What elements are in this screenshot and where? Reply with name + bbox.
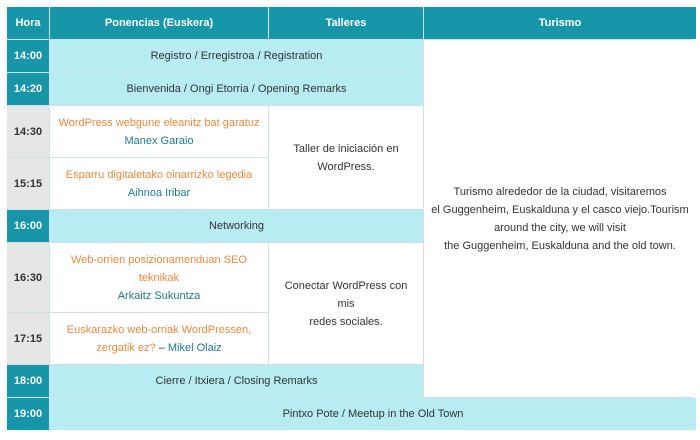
talk-digital-legislation bbox=[50, 158, 268, 209]
header-ponencias: Ponencias (Euskera) bbox=[50, 7, 268, 39]
time-1900: 19:00 bbox=[7, 398, 49, 430]
talk-basque-websites bbox=[50, 313, 268, 364]
time-1800: 18:00 bbox=[7, 365, 49, 397]
talk-seo-techniques bbox=[50, 243, 268, 312]
time-1420: 14:20 bbox=[7, 73, 49, 105]
tourism-line: around the city, we will visit bbox=[494, 221, 626, 234]
opening-remarks-row: Bienvenida / Ongi Etorria / Opening Remarks bbox=[50, 73, 423, 105]
header-turismo: Turismo bbox=[424, 7, 696, 39]
talk-speaker[interactable]: Mikel Olaiz bbox=[167, 341, 222, 354]
registration-row: Registro / Erregistroa / Registration bbox=[50, 40, 423, 72]
time-1600: 16:00 bbox=[7, 210, 49, 242]
closing-remarks-row: Cierre / Itxiera / Closing Remarks bbox=[50, 365, 423, 397]
talk-speaker[interactable]: Arkaitz Sukuntza bbox=[117, 289, 201, 302]
time-1400: 14:00 bbox=[7, 40, 49, 72]
header-hora: Hora bbox=[7, 7, 49, 39]
workshop-line: redes sociales. bbox=[309, 315, 383, 328]
talk-multilingual-website bbox=[50, 106, 268, 157]
tourism-line: Turismo alrededor de la ciudad, visitaremos bbox=[453, 185, 667, 198]
schedule-table bbox=[7, 7, 693, 430]
talk-title[interactable]: zergatik ez? bbox=[96, 341, 156, 354]
time-1430: 14:30 bbox=[7, 106, 49, 157]
tourism-line: the Guggenheim, Euskalduna and the old town. bbox=[444, 239, 676, 252]
networking-row: Networking bbox=[50, 210, 423, 242]
talk-title[interactable]: Esparru digitaletako oinarrizko legedia bbox=[65, 168, 253, 181]
speaker-separator: – bbox=[155, 341, 168, 354]
talk-title[interactable]: Web-orrien posizionamenduan SEO bbox=[71, 253, 247, 266]
header-talleres: Talleres bbox=[269, 7, 423, 39]
talk-speaker[interactable]: Aihnoa Iribar bbox=[127, 186, 191, 199]
workshop-line: WordPress. bbox=[317, 160, 375, 173]
tourism-line: el Guggenheim, Euskalduna y el casco viejo.Tourism bbox=[431, 203, 689, 216]
time-1715: 17:15 bbox=[7, 313, 49, 364]
time-1630: 16:30 bbox=[7, 243, 49, 312]
talk-title[interactable]: Euskarazko web-orriak WordPressen, bbox=[66, 323, 252, 336]
talk-title-speaker-line bbox=[96, 339, 221, 357]
time-1515: 15:15 bbox=[7, 158, 49, 209]
talk-title[interactable]: teknikak bbox=[138, 271, 180, 284]
tourism-description bbox=[424, 40, 696, 397]
workshop-line: Conectar WordPress con mis bbox=[284, 279, 408, 310]
workshop-intro-wordpress bbox=[269, 106, 423, 209]
pintxo-pote-row: Pintxo Pote / Meetup in the Old Town bbox=[50, 398, 696, 430]
talk-speaker[interactable]: Manex Garaio bbox=[124, 134, 194, 147]
talk-title[interactable]: WordPress webgune eleanitz bat garatuz bbox=[58, 116, 260, 129]
workshop-line: Taller de iniciación en bbox=[293, 142, 399, 155]
workshop-social-networks bbox=[269, 243, 423, 364]
